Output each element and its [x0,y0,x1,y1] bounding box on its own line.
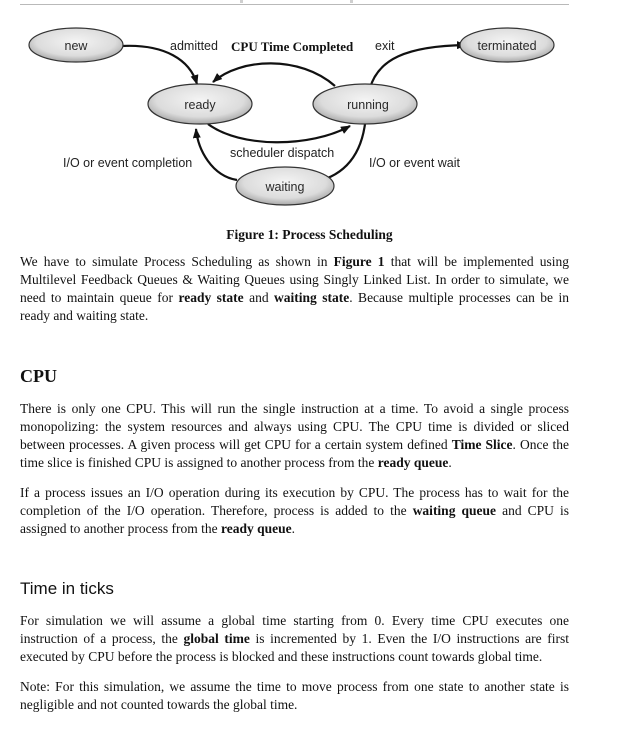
cpu-paragraph-1: There is only one CPU. This will run the single instruction at a time. To avoid a single process monopolizing: the system resources and always using CPU. The CPU time is divided or sliced between processes. A given process will get CPU for a certain system defined Time Slice. Once the time slice is finished CPU is assigned to another process from the ready queue. [20,401,569,470]
state-waiting [236,167,334,205]
process-state-diagram [0,0,619,215]
figure-caption: Figure 1: Process Scheduling [226,227,393,242]
edge-label-cpu-time-completed: CPU Time Completed [231,39,354,54]
edge-label-io-wait: I/O or event wait [369,156,461,170]
state-terminated [460,28,554,62]
edge-label-exit: exit [375,39,395,53]
state-running-label: running [347,98,389,112]
time-paragraph-1: For simulation we will assume a global time starting from 0. Every time CPU executes one instruction of a process, the global time is incremented by 1. Even the I/O instructions are first executed by CPU before the process is blocked and these instructions count towards global time. [20,613,570,664]
edge-label-io-completion: I/O or event completion [63,156,193,170]
state-ready-label: ready [184,98,216,112]
edge-label-admitted: admitted [170,39,218,53]
state-new-label: new [64,39,88,53]
intro-paragraph: We have to simulate Process Scheduling as shown in Figure 1 that will be implemented using Multilevel Feedback Queues & Waiting Queues using Singly Linked List. In order to simulate, we need to maintain queue for ready state and waiting state. Because multiple processes can be in ready and waiting state. [20,254,569,323]
state-new [29,28,123,62]
state-running [313,84,417,124]
time-in-ticks-heading: Time in ticks [20,579,114,598]
edge-scheduler-dispatch [208,124,350,142]
time-paragraph-2: Note: For this simulation, we assume the time to move process from one state to another state is negligible and not counted towards the global time. [20,679,569,712]
edge-cpu-time-completed [213,63,335,86]
state-waiting-label: waiting [265,180,305,194]
cpu-heading: CPU [20,366,57,386]
state-terminated-label: terminated [477,39,537,53]
edge-label-scheduler-dispatch: scheduler dispatch [230,146,335,160]
cpu-paragraph-2: If a process issues an I/O operation during its execution by CPU. The process has to wait for the completion of the I/O operation. Therefore, process is added to the waiting queue and CPU is assigned to another process from the ready queue. [20,485,570,536]
state-ready [148,84,252,124]
